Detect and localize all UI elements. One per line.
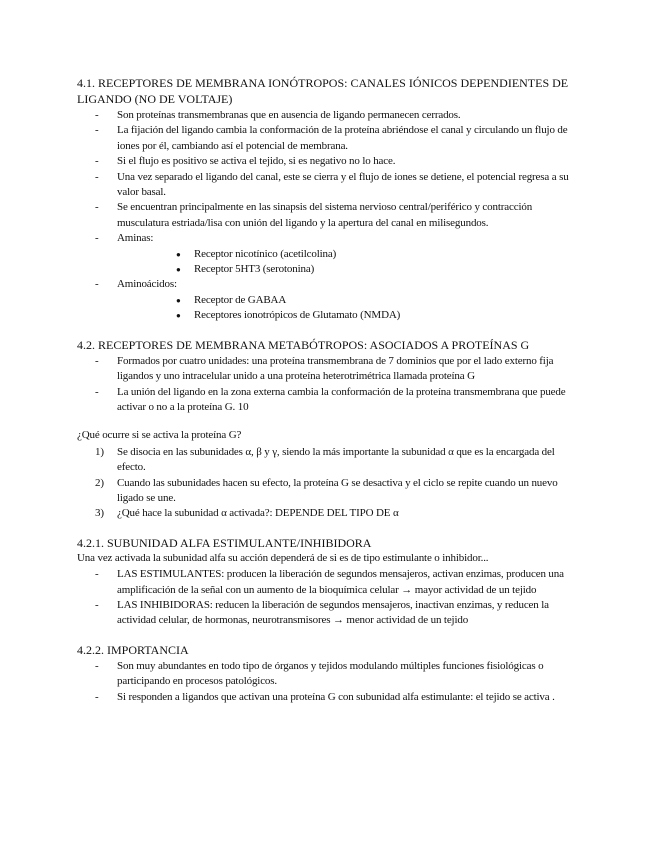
list-item-label: Aminoácidos:	[117, 278, 177, 291]
list-item	[77, 277, 575, 323]
list-item: - Son proteínas transmembranas que en ausencia de ligando permanecen cerrados.	[77, 108, 575, 123]
item-number: 1)	[95, 445, 104, 458]
list-item: - Si responden a ligandos que activan una proteína G con subunidad alfa estimulante: el tejido se activa .	[77, 690, 575, 705]
list-item: - Una vez separado el ligando del canal, este se cierra y el flujo de iones se detiene, el potencial regresa a su valor basal.	[77, 170, 575, 201]
item-text: Se disocia en las subunidades α, β y γ, siendo la más importante la subunidad α que es la encargada del efecto.	[117, 445, 555, 474]
sub-list-item: ● Receptor de GABAA	[117, 293, 575, 308]
section-heading: 4.2.2. IMPORTANCIA	[77, 642, 189, 657]
list-item-label: Aminas:	[117, 232, 154, 245]
sub-list	[117, 293, 575, 324]
numbered-item	[77, 506, 575, 521]
item-text: Cuando las subunidades hacen su efecto, la proteína G se desactiva y el ciclo se repite cuando un nuevo ligado se une.	[117, 476, 558, 504]
section-4-2	[77, 337, 575, 416]
section-4-2-1	[77, 535, 575, 629]
sub-list-item: ● Receptor nicotínico (acetilcolina)	[117, 247, 575, 262]
section-intro: Una vez activada la subunidad alfa su acción dependerá de si es de tipo estimulante o inhibidor...	[77, 551, 489, 564]
list-item: - Son muy abundantes en todo tipo de órganos y tejidos modulando múltiples funciones fisiológicas o participando en procesos patológicos.	[77, 659, 575, 690]
section-heading: 4.2.1. SUBUNIDAD ALFA ESTIMULANTE/INHIBIDORA	[77, 535, 372, 550]
question-text: ¿Qué ocurre si se activa la proteína G?	[77, 429, 242, 442]
sub-list-item: ● Receptores ionotrópicos de Glutamato (NMDA)	[117, 308, 575, 323]
item-number: 3)	[95, 507, 104, 520]
document-body	[77, 75, 575, 718]
item-text: ¿Qué hace la subunidad α activada?: DEPENDE DEL TIPO DE α	[117, 507, 399, 520]
list-item: - LAS INHIBIDORAS: reducen la liberación de segundos mensajeros, inactivan enzimas, y reducen la actividad celular, de hormonas, neurotransmisores → menor actividad de un tejido	[77, 598, 575, 629]
list-item: - LAS ESTIMULANTES: producen la liberación de segundos mensajeros, activan enzimas, producen una amplificación de la señal con un aumento de la bioquímica celular → mayor actividad de un tejido	[77, 567, 575, 598]
list-item	[77, 231, 575, 277]
list-item: - Si el flujo es positivo se activa el tejido, si es negativo no lo hace.	[77, 154, 575, 169]
question-block	[77, 428, 575, 521]
bullet-list	[77, 659, 575, 705]
section-4-2-2	[77, 642, 575, 705]
bullet-list	[77, 567, 575, 629]
section-heading: 4.2. RECEPTORES DE MEMBRANA METABÓTROPOS: ASOCIADOS A PROTEÍNAS G	[77, 337, 530, 352]
item-number: 2)	[95, 476, 104, 489]
numbered-list	[77, 445, 575, 522]
section-heading: 4.1. RECEPTORES DE MEMBRANA IONÓTROPOS: CANALES IÓNICOS DEPENDIENTES DE LIGANDO (NO DE VOLTAJE)	[77, 76, 569, 106]
bullet-list	[77, 354, 575, 416]
list-item: - La unión del ligando en la zona externa cambia la conformación de la proteína transmembrana que puede activar o no a la proteína G. 10	[77, 385, 575, 416]
sub-list-item: ● Receptor 5HT3 (serotonina)	[117, 262, 575, 277]
bullet-list	[77, 108, 575, 324]
list-item: - Se encuentran principalmente en las sinapsis del sistema nervioso central/periférico y contracción musculatura estriada/lisa con unión del ligando y la apertura del canal en milisegundos.	[77, 200, 575, 231]
sub-list	[117, 247, 575, 278]
list-item: - Formados por cuatro unidades: una proteína transmembrana de 7 dominios que por el lado externo fija ligandos y uno intracelular unido a una proteína heterotrimétrica llamada proteína G	[77, 354, 575, 385]
list-item: - La fijación del ligando cambia la conformación de la proteína abriéndose el canal y circulando un flujo de iones por él, cambiando así el potencial de membrana.	[77, 123, 575, 154]
numbered-item	[77, 476, 575, 507]
numbered-item	[77, 445, 575, 476]
section-4-1	[77, 75, 575, 324]
